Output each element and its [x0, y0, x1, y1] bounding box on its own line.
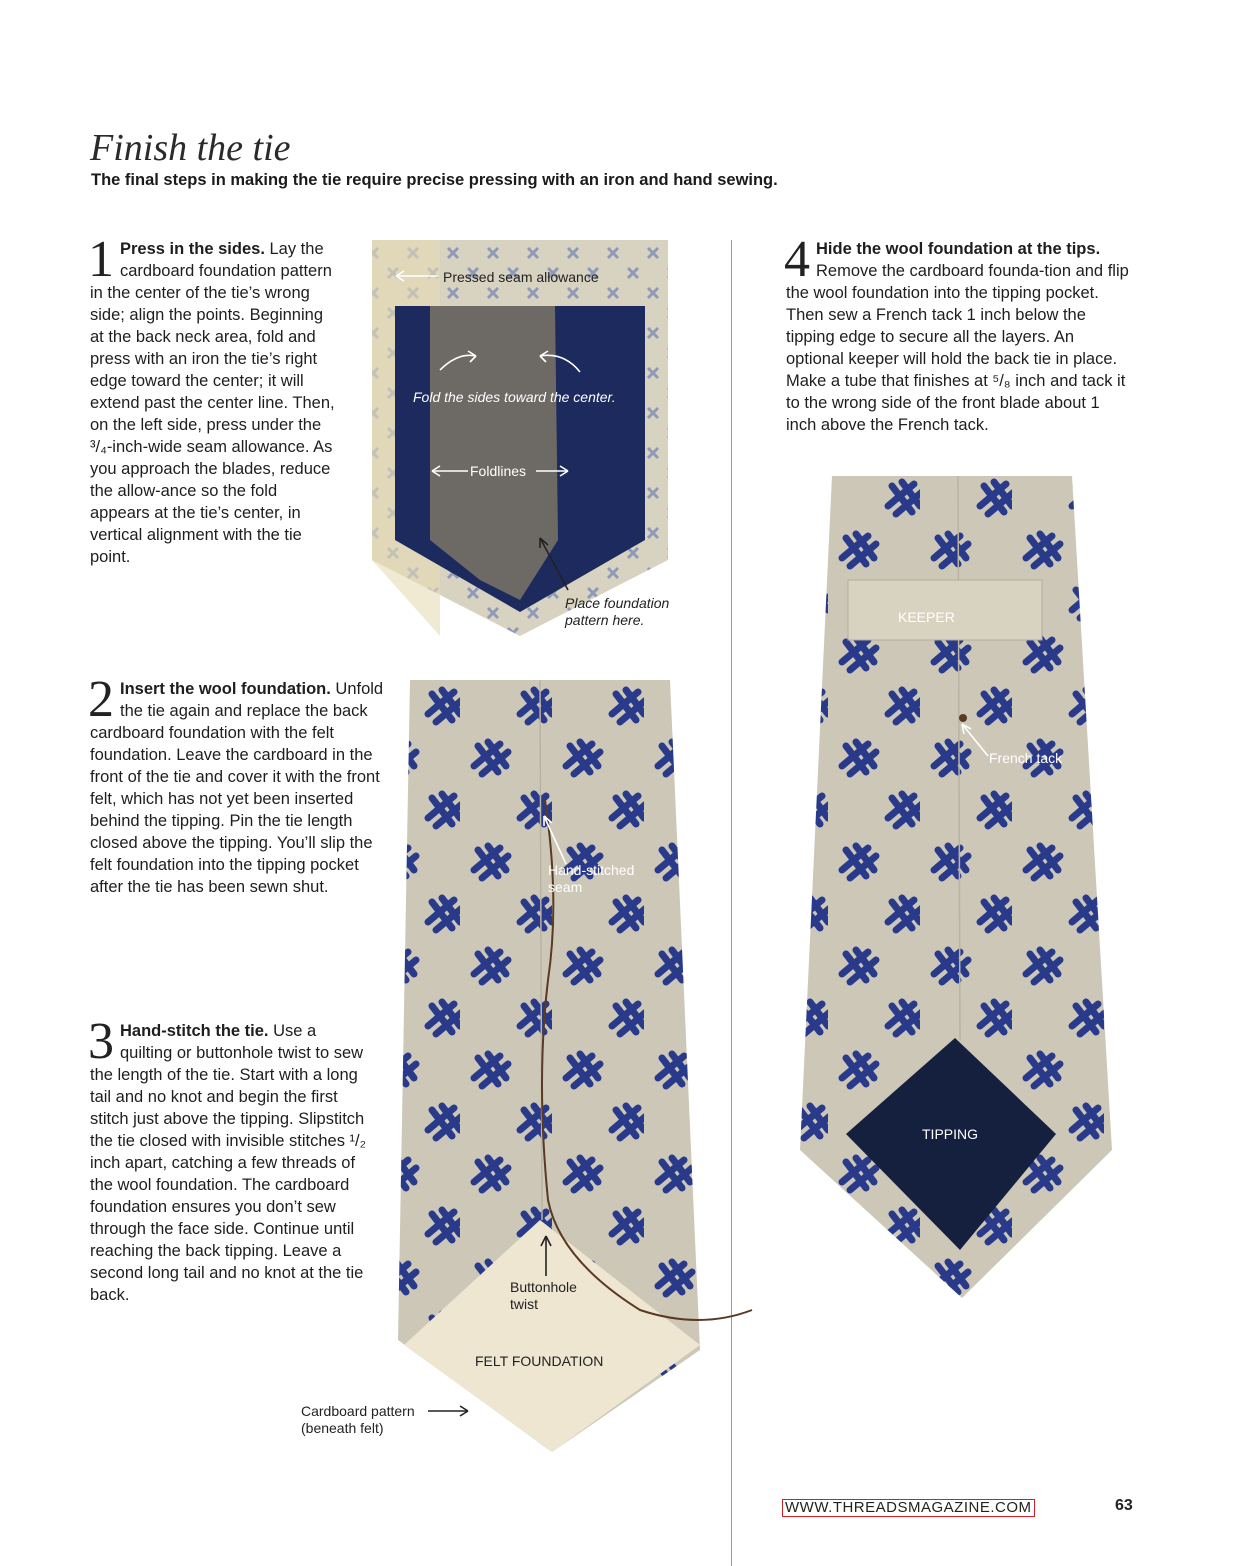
label-keeper: KEEPER	[898, 609, 955, 625]
step-3-number: 3	[88, 1013, 114, 1070]
label-felt-foundation: FELT FOUNDATION	[475, 1353, 604, 1369]
step-1-body: Lay the cardboard foundation pattern in the center of the tie’s wrong side; align the points. Beginning at the back neck area, fold and press with an iron the tie’s right edge toward the center; it will extend past the center line. Then, on the left side, press under the ³/₄-inch-wide seam allowance. As you approach the blades, reduce the allow-ance so the fold appears at the tie’s center, in vertical alignment with the tie point.	[90, 240, 335, 566]
step-3-heading: Hand-stitch the tie.	[120, 1022, 269, 1040]
label-buttonhole	[510, 1279, 577, 1313]
step-2-number: 2	[88, 671, 114, 728]
label-buttonhole-line1: Buttonhole	[510, 1279, 577, 1295]
label-foldlines: Foldlines	[470, 463, 527, 479]
step-3-body: Use a quilting or buttonhole twist to sew the length of the tie. Start with a long tail and no knot and begin the first stitch just above the tipping. Slipstitch the tie closed with invisible stitches ¹/₂ inch apart, catching a few threads of the wool foundation. The cardboard foundation ensures you don’t sew through the face side. Continue until reaching the back tipping. Leave a second long tail and no knot at the tie back.	[90, 1022, 367, 1304]
label-cardboard	[301, 1403, 415, 1437]
label-hand-stitched-line1: Hand-stitched	[548, 862, 635, 878]
label-place-foundation-line1: Place foundation	[565, 595, 670, 611]
label-hand-stitched-line2: seam	[548, 879, 583, 895]
step-2-heading: Insert the wool foundation.	[120, 680, 331, 698]
page-subtitle: The final steps in making the tie require precise pressing with an iron and hand sewing.	[91, 171, 778, 189]
step-1-heading: Press in the sides.	[120, 240, 265, 258]
label-french-tack: French tack	[989, 750, 1063, 766]
step4-tie-illustration	[800, 476, 1112, 1298]
label-cardboard-line2: (beneath felt)	[301, 1420, 384, 1436]
label-place-foundation	[565, 595, 669, 629]
label-fold-sides: Fold the sides toward the center.	[413, 389, 616, 405]
step-4-body: Remove the cardboard founda-tion and flip the wool foundation into the tipping pocket. Then sew a French tack 1 inch below the tipping edge to secure all the layers. An optional keeper will hold the back tie in place. Make a tube that finishes at ⁵/₈ inch and tack it to the wrong side of the front blade about 1 inch above the French tack.	[786, 262, 1129, 434]
label-cardboard-line1: Cardboard pattern	[301, 1403, 415, 1419]
label-buttonhole-line2: twist	[510, 1296, 538, 1312]
label-tipping: TIPPING	[922, 1126, 979, 1142]
page-title: Finish the tie	[90, 127, 291, 169]
page-number: 63	[1115, 1497, 1133, 1514]
label-place-foundation-line2: pattern here.	[565, 612, 645, 628]
step-2-body: Unfold the tie again and replace the back cardboard foundation with the felt foundation. Leave the cardboard in the front of the tie and cover it with the front felt, which has not yet been inserted behind the tipping. Pin the tie length closed above the tipping. You’ll slip the felt foundation into the tipping pocket after the tie has been sewn shut.	[90, 680, 384, 896]
footer-url-link[interactable]: WWW.THREADSMAGAZINE.COM	[782, 1499, 1035, 1517]
step-4-number: 4	[784, 231, 810, 288]
label-hand-stitched	[548, 862, 634, 896]
label-pressed-seam: Pressed seam allowance	[443, 269, 599, 285]
step3-tie-illustration	[398, 680, 752, 1452]
step1-tie-illustration	[372, 240, 668, 636]
step-1-number: 1	[88, 231, 114, 288]
step-4-heading: Hide the wool foundation at the tips.	[816, 240, 1101, 258]
